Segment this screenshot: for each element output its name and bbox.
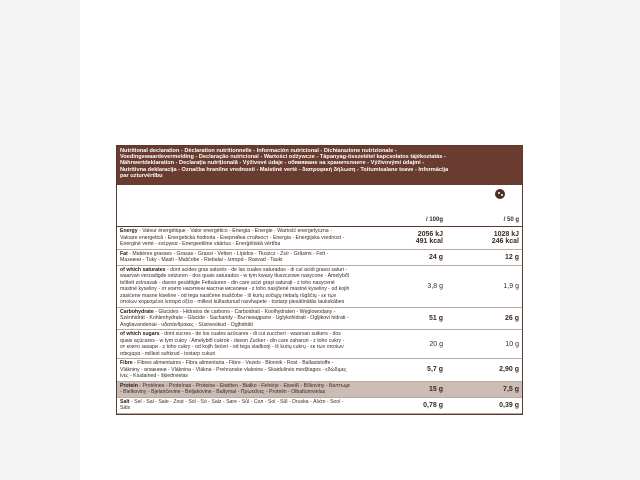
nutrient-translations: - Glucides - Hidratos de carbono - Carboidrati - Koolhydraten - Węglowodany - Szénhidrát - Kohlenhydrate - Glucide - Sacharidy - Въглехидрати - Uglykohidrati - Ogljikovi hidrati - Angliavandeniai - υδατάνθρακες - Süsivesikud - Ogļhidrāti [120,308,349,328]
value-per-50g: 1,9 g [503,282,519,290]
value-per-50g: 0,39 g [499,401,519,409]
nutrient-description [120,360,358,380]
nutrient-translations: - Sel - Sal - Sale - Zout - Sól - Só - Salz - Sare - Sůl - Сол - Sol - Sůl - Druska - Αλάτι - Sool - Sāls [120,398,344,411]
nutrient-translations: - Valeur énergétique - Valor energético - Energia - Energie - Wartość energetyczna - Valoare energetică - Energetická hodnota - Енергийна стойност - Energia - Energijska vrednost - Energinė vertė - ενέργεια - Energeetiline väärtus - Enerģētiskā vērtība [120,228,345,247]
nutrition-row [117,266,522,308]
nutrient-translations: - dont acides gras saturés - de las cuales saturadas - di cui acidi grassi saturi - waarvan verzadigde vetzuren - dos quais saturados - w tym kwasy tłuszczowe nasycone - Amelyből telített zsírsavak - davon gesättigte Fettsäuren - din care acizi grași saturați - z toho nasycené mastné kyseliny - от които наситени мастни киселини - z toho nasýtené mastné kyseliny - od kojih zasićene masne kiseline - od tega nasičene maščobe - iš kurių sočiųjų riebalų rūgščių - εκ των οποίων κορεσμένα λιπαρά οξέα - millest küllastunud rasvhapete - tostarp piesātinātās taukskābes [120,266,350,305]
nutrient-name: Fat [120,250,128,257]
value-per-100g: 24 g [428,253,443,261]
value-per-50g: 10 g [505,340,519,348]
value-per-100g: 3,8 g [427,282,443,290]
nutrient-translations: - Protéines - Proteínas - Proteine - Eiwitten - Białko - Fehérje - Eiweiß - Bílkoviny - Белтъци - Bielkoviny - Bjelančevine - Beljakovine - Baltymai - Πρωτεΐνες - Proteiin - Olbaltumvielas [120,382,350,395]
value-per-100g: 51 g [428,314,443,322]
value-per-100g: 0,78 g [423,401,443,409]
nutrient-description [120,331,358,357]
nutrient-description [120,251,358,264]
value-per-50g: 7,5 g [503,385,519,393]
value-per-50g: 26 g [504,314,519,322]
nutrient-description [120,228,358,248]
value-per-100g: 2056 kJ 491 kcal [415,230,443,245]
nutrition-row [117,398,522,414]
nutrition-rows [117,227,522,414]
column-per-100g: / 100g [425,216,443,223]
nutrition-row [117,227,522,250]
nutrient-name: of which saturates [120,266,166,273]
nutrient-name: Salt [120,398,130,405]
nutrient-translations: - dont sucres - de los cuales azúcares - di cui zuccheri - waarvan suikers - dos quais açúcares - w tym cukry - Amelyből cukrok - davon Zucker - din care zaharuri - z toho cukry - от които захари - z toho cukry - od kojih šećeri - od tega sladkorji - iš kurių cukrų - εκ των οποίων σάκχαρα - millest suhkrud - tostarp cukuri [120,331,345,357]
nutrient-name: of which sugars [120,331,160,337]
column-headers [117,185,522,227]
header-text: Nutritional declaration - Déclaration nutritionnelle - Información nutricional - Dichiarazione nutrizionale - Voedingswaardevermelding - Declaração nutricional - Wartości odżywcze - Tápanyag-összetétel kapcsolatos tájékoztatás - Nährwertdeklaration - Declarația nutrițională - Výživové údaje - обявяване на хранителните - Výživovými údajmi - Nutritivna deklaracija - Označba hranilne vrednosti - Maistinė vertė - διατροφική δήλωση - Toitumisalane teave - Informācija par uzturvērtību [120,148,449,179]
nutrition-row [117,382,522,398]
nutrition-row [117,330,522,359]
portion-icon [495,189,505,199]
nutrition-label [116,145,523,415]
nutrition-row [117,359,522,382]
column-per-50g: / 50 g [503,216,519,223]
value-per-100g: 20 g [429,340,443,348]
nutrient-translations: - Matières grasses - Grasas - Grassi - Vetten - Lípidos - Tłuszcz - Zsír - Grăsimi - Fett - Мазнини - Tuky - Masti - Maščobe - Riebalai - λιπαρά - Rasvad - Tauki [120,250,329,263]
value-per-50g: 1028 kJ 246 kcal [491,230,519,245]
nutrient-name: Protein [120,382,138,389]
value-per-100g: 15 g [428,385,443,393]
nutrient-description [120,309,358,329]
nutrient-description [120,399,358,412]
column-per-50g-wrap [449,217,519,224]
nutrient-name: Fibre [120,360,133,366]
nutrient-translations: - Fibres alimentaires - Fibra alimentaria - Fibre - Vezels - Błonnik - Rost - Ballaststoffe - Vlákniny - влакнини - Vláknina - Vlákna - Prehranske vlaknine - Skaidulinės medžiagos - εδώδιμες ίνες - Kiudained - šķiedrvielas [120,360,347,379]
value-per-50g: 2,90 g [499,366,519,374]
nutrition-header [117,146,522,185]
nutrient-name: Carbohydrate [120,308,154,315]
nutrition-row [117,250,522,266]
nutrient-description [120,267,358,306]
nutrient-name: Energy [120,228,138,234]
value-per-50g: 12 g [504,253,519,261]
value-per-100g: 5,7 g [427,366,443,374]
nutrition-row [117,308,522,331]
nutrient-description [120,383,358,396]
